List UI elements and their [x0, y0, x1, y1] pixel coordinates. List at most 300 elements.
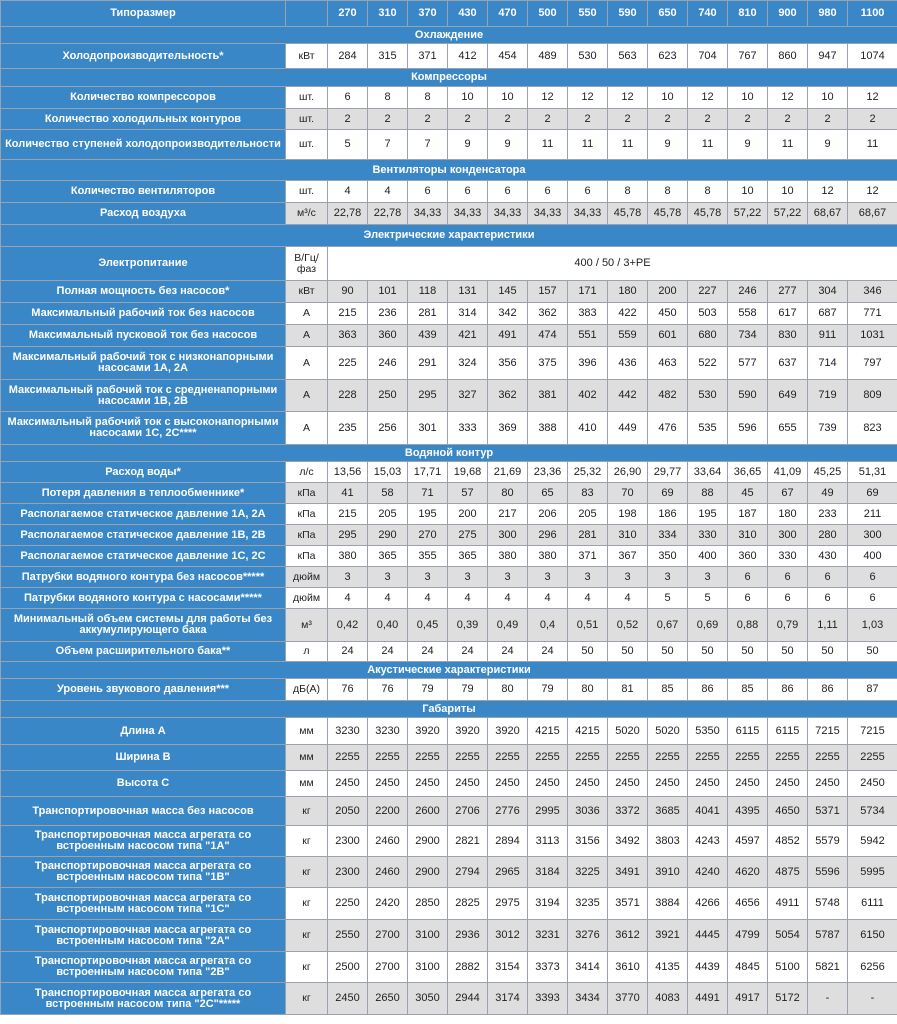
cell-value: 2 [688, 109, 728, 130]
cell-value: 6 [328, 87, 368, 109]
cell-value: 2255 [328, 745, 368, 771]
cell-value: 281 [568, 525, 608, 546]
cell-value: 50 [728, 642, 768, 662]
cell-value: 2460 [368, 857, 408, 888]
section-title: Водяной контур [1, 445, 897, 462]
cell-value: 860 [768, 44, 808, 69]
cell-value: 6 [848, 588, 897, 609]
section-header [1, 701, 897, 718]
cell-value: 246 [728, 281, 768, 303]
cell-value: 3920 [488, 718, 528, 745]
header-model-500: 500 [528, 1, 568, 27]
cell-value: 2965 [488, 857, 528, 888]
cell-value: 3921 [648, 920, 688, 952]
cell-value: 2944 [448, 983, 488, 1015]
header-model-590: 590 [608, 1, 648, 27]
cell-value: 463 [648, 347, 688, 380]
cell-value: 250 [368, 380, 408, 412]
cell-value: 76 [328, 679, 368, 701]
cell-value: 947 [808, 44, 848, 69]
table-row [1, 44, 897, 69]
cell-value: 315 [368, 44, 408, 69]
cell-value: 41,09 [768, 462, 808, 483]
row-unit: кг [286, 920, 328, 952]
table-row [1, 247, 897, 281]
cell-value: 227 [688, 281, 728, 303]
cell-value: 2255 [688, 745, 728, 771]
cell-value: 295 [408, 380, 448, 412]
cell-value: 333 [448, 412, 488, 445]
cell-value: 24 [408, 642, 448, 662]
table-row [1, 771, 897, 797]
row-label: Количество ступеней холодопроизводительности [1, 130, 286, 160]
row-label: Расход воздуха [1, 203, 286, 225]
cell-value: 2255 [608, 745, 648, 771]
cell-value: 8 [688, 181, 728, 203]
cell-value: 6 [768, 567, 808, 588]
section-header [1, 160, 897, 181]
cell-value: 449 [608, 412, 648, 445]
cell-value: 45 [728, 483, 768, 504]
cell-value: 2700 [368, 952, 408, 983]
row-unit: м³/с [286, 203, 328, 225]
cell-value: 7215 [848, 718, 897, 745]
table-row [1, 857, 897, 888]
cell-value: 522 [688, 347, 728, 380]
cell-value: 5748 [808, 888, 848, 920]
row-unit: кг [286, 983, 328, 1015]
header-row [1, 1, 897, 27]
cell-value: 21,69 [488, 462, 528, 483]
cell-value: 215 [328, 504, 368, 525]
cell-value: 45,78 [648, 203, 688, 225]
cell-value: 284 [328, 44, 368, 69]
cell-value: 80 [488, 679, 528, 701]
cell-value: 9 [728, 130, 768, 160]
cell-value: 2255 [568, 745, 608, 771]
row-label: Транспортировочная масса агрегата со встроенным насосом типа "2С"***** [1, 983, 286, 1015]
cell-value: 439 [408, 325, 448, 347]
cell-value: 12 [808, 181, 848, 203]
cell-value: 101 [368, 281, 408, 303]
cell-value: 482 [648, 380, 688, 412]
cell-value: 371 [568, 546, 608, 567]
cell-value: 551 [568, 325, 608, 347]
cell-value: 5 [648, 588, 688, 609]
cell-value: 3231 [528, 920, 568, 952]
cell-value: 2975 [488, 888, 528, 920]
cell-value: 4083 [648, 983, 688, 1015]
cell-value: 5942 [848, 826, 897, 857]
cell-value: 5787 [808, 920, 848, 952]
cell-value: 649 [768, 380, 808, 412]
table-row [1, 303, 897, 325]
cell-value: 3491 [608, 857, 648, 888]
cell-value: 739 [808, 412, 848, 445]
cell-value: 442 [608, 380, 648, 412]
merged-value: 400 / 50 / 3+PE [328, 247, 897, 281]
cell-value: 388 [528, 412, 568, 445]
row-label: Потеря давления в теплообменнике* [1, 483, 286, 504]
cell-value: 2 [848, 109, 897, 130]
header-model-310: 310 [368, 1, 408, 27]
cell-value: 797 [848, 347, 897, 380]
cell-value: 10 [768, 181, 808, 203]
cell-value: 450 [648, 303, 688, 325]
cell-value: 34,33 [448, 203, 488, 225]
cell-value: 9 [448, 130, 488, 160]
cell-value: 1,03 [848, 609, 897, 642]
table-row [1, 380, 897, 412]
section-title: Охлаждение [1, 27, 897, 44]
cell-value: 3 [368, 567, 408, 588]
cell-value: 2894 [488, 826, 528, 857]
cell-value: 9 [808, 130, 848, 160]
cell-value: 86 [688, 679, 728, 701]
row-unit: шт. [286, 87, 328, 109]
cell-value: 12 [608, 87, 648, 109]
row-unit: кг [286, 888, 328, 920]
cell-value: 5100 [768, 952, 808, 983]
cell-value: 350 [648, 546, 688, 567]
cell-value: 2776 [488, 797, 528, 826]
cell-value: 3276 [568, 920, 608, 952]
section-header [1, 445, 897, 462]
cell-value: 474 [528, 325, 568, 347]
cell-value: 88 [688, 483, 728, 504]
cell-value: 2 [808, 109, 848, 130]
row-label: Расход воды* [1, 462, 286, 483]
cell-value: 3393 [528, 983, 568, 1015]
row-unit: кг [286, 797, 328, 826]
cell-value: 200 [648, 281, 688, 303]
table-row [1, 983, 897, 1015]
cell-value: 10 [488, 87, 528, 109]
cell-value: 4620 [728, 857, 768, 888]
cell-value: 4243 [688, 826, 728, 857]
cell-value: 0,39 [448, 609, 488, 642]
cell-value: 4917 [728, 983, 768, 1015]
cell-value: 67 [768, 483, 808, 504]
cell-value: 9 [488, 130, 528, 160]
cell-value: 5172 [768, 983, 808, 1015]
row-unit: мм [286, 745, 328, 771]
cell-value: 2300 [328, 857, 368, 888]
cell-value: 4041 [688, 797, 728, 826]
cell-value: 2255 [488, 745, 528, 771]
cell-value: 381 [528, 380, 568, 412]
cell-value: 4 [328, 588, 368, 609]
cell-value: 277 [768, 281, 808, 303]
table-row [1, 109, 897, 130]
row-label: Максимальный рабочий ток с высоконапорными насосами 1С, 2С**** [1, 412, 286, 445]
cell-value: 375 [528, 347, 568, 380]
cell-value: 45,78 [688, 203, 728, 225]
cell-value: 2450 [408, 771, 448, 797]
header-model-370: 370 [408, 1, 448, 27]
row-label: Максимальный пусковой ток без насосов [1, 325, 286, 347]
cell-value: 623 [648, 44, 688, 69]
table-row [1, 347, 897, 380]
cell-value: 50 [688, 642, 728, 662]
row-unit: А [286, 412, 328, 445]
cell-value: 45,78 [608, 203, 648, 225]
cell-value: 4 [408, 588, 448, 609]
cell-value: 3770 [608, 983, 648, 1015]
cell-value: 2 [408, 109, 448, 130]
cell-value: 558 [728, 303, 768, 325]
cell-value: 3194 [528, 888, 568, 920]
cell-value: 412 [448, 44, 488, 69]
cell-value: 5995 [848, 857, 897, 888]
cell-value: 200 [448, 504, 488, 525]
cell-value: 2450 [648, 771, 688, 797]
cell-value: 34,33 [408, 203, 448, 225]
cell-value: 3113 [528, 826, 568, 857]
cell-value: 5350 [688, 718, 728, 745]
cell-value: 24 [448, 642, 488, 662]
table-row [1, 797, 897, 826]
cell-value: 704 [688, 44, 728, 69]
cell-value: 4 [328, 181, 368, 203]
cell-value: 3174 [488, 983, 528, 1015]
cell-value: 2420 [368, 888, 408, 920]
table-row [1, 87, 897, 109]
cell-value: 503 [688, 303, 728, 325]
cell-value: 2450 [768, 771, 808, 797]
cell-value: 50 [848, 642, 897, 662]
cell-value: 3492 [608, 826, 648, 857]
cell-value: 6 [528, 181, 568, 203]
table-row [1, 679, 897, 701]
cell-value: 23,36 [528, 462, 568, 483]
cell-value: 327 [448, 380, 488, 412]
cell-value: 369 [488, 412, 528, 445]
cell-value: 3100 [408, 952, 448, 983]
cell-value: 330 [688, 525, 728, 546]
cell-value: 187 [728, 504, 768, 525]
cell-value: 3 [568, 567, 608, 588]
cell-value: 270 [408, 525, 448, 546]
cell-value: 2200 [368, 797, 408, 826]
cell-value: 4 [488, 588, 528, 609]
row-label: Располагаемое статическое давление 1А, 2А [1, 504, 286, 525]
cell-value: 280 [808, 525, 848, 546]
cell-value: 235 [328, 412, 368, 445]
cell-value: 57,22 [728, 203, 768, 225]
cell-value: 3050 [408, 983, 448, 1015]
cell-value: 145 [488, 281, 528, 303]
cell-value: 590 [728, 380, 768, 412]
cell-value: 0,49 [488, 609, 528, 642]
cell-value: 5 [328, 130, 368, 160]
cell-value: 15,03 [368, 462, 408, 483]
cell-value: 2 [568, 109, 608, 130]
cell-value: 2255 [648, 745, 688, 771]
cell-value: 2 [448, 109, 488, 130]
cell-value: 0,79 [768, 609, 808, 642]
cell-value: 2250 [328, 888, 368, 920]
cell-value: 11 [768, 130, 808, 160]
cell-value: 50 [608, 642, 648, 662]
cell-value: 300 [848, 525, 897, 546]
cell-value: 41 [328, 483, 368, 504]
cell-value: 71 [408, 483, 448, 504]
cell-value: 360 [368, 325, 408, 347]
cell-value: 3100 [408, 920, 448, 952]
cell-value: 3910 [648, 857, 688, 888]
cell-value: 25,32 [568, 462, 608, 483]
cell-value: 296 [528, 525, 568, 546]
header-model-550: 550 [568, 1, 608, 27]
header-model-1100: 1100 [848, 1, 897, 27]
cell-value: 2 [528, 109, 568, 130]
cell-value: 2825 [448, 888, 488, 920]
cell-value: 34,33 [488, 203, 528, 225]
cell-value: 3571 [608, 888, 648, 920]
cell-value: 68,67 [808, 203, 848, 225]
cell-value: 3156 [568, 826, 608, 857]
cell-value: 719 [808, 380, 848, 412]
cell-value: 5734 [848, 797, 897, 826]
cell-value: 2450 [528, 771, 568, 797]
cell-value: 2255 [528, 745, 568, 771]
cell-value: 2650 [368, 983, 408, 1015]
cell-value: 367 [608, 546, 648, 567]
table-row [1, 504, 897, 525]
cell-value: 2 [608, 109, 648, 130]
cell-value: 4852 [768, 826, 808, 857]
cell-value: 10 [728, 87, 768, 109]
cell-value: 2700 [368, 920, 408, 952]
cell-value: 6256 [848, 952, 897, 983]
cell-value: 1,11 [808, 609, 848, 642]
cell-value: 3230 [368, 718, 408, 745]
cell-value: 4 [528, 588, 568, 609]
cell-value: 12 [848, 181, 897, 203]
cell-value: 157 [528, 281, 568, 303]
cell-value: 809 [848, 380, 897, 412]
row-unit: кПа [286, 525, 328, 546]
cell-value: 3 [408, 567, 448, 588]
cell-value: 8 [368, 87, 408, 109]
cell-value: 83 [568, 483, 608, 504]
cell-value: 9 [648, 130, 688, 160]
cell-value: 131 [448, 281, 488, 303]
cell-value: 2450 [488, 771, 528, 797]
section-header [1, 225, 897, 247]
cell-value: 0,42 [328, 609, 368, 642]
cell-value: 4656 [728, 888, 768, 920]
cell-value: 50 [768, 642, 808, 662]
cell-value: 0,45 [408, 609, 448, 642]
cell-value: 4215 [568, 718, 608, 745]
cell-value: 491 [488, 325, 528, 347]
cell-value: 6 [808, 588, 848, 609]
table-row [1, 920, 897, 952]
row-unit: кВт [286, 44, 328, 69]
table-row [1, 952, 897, 983]
cell-value: 8 [648, 181, 688, 203]
cell-value: 11 [848, 130, 897, 160]
cell-value: 8 [608, 181, 648, 203]
cell-value: 3 [648, 567, 688, 588]
cell-value: 205 [368, 504, 408, 525]
cell-value: 4 [448, 588, 488, 609]
cell-value: 4215 [528, 718, 568, 745]
cell-value: 6150 [848, 920, 897, 952]
cell-value: 11 [528, 130, 568, 160]
cell-value: 217 [488, 504, 528, 525]
row-label: Высота С [1, 771, 286, 797]
table-row [1, 203, 897, 225]
cell-value: 58 [368, 483, 408, 504]
table-row [1, 325, 897, 347]
header-model-270: 270 [328, 1, 368, 27]
cell-value: 3372 [608, 797, 648, 826]
cell-value: 6 [728, 588, 768, 609]
cell-value: 324 [448, 347, 488, 380]
cell-value: 655 [768, 412, 808, 445]
table-row [1, 281, 897, 303]
cell-value: 396 [568, 347, 608, 380]
cell-value: 601 [648, 325, 688, 347]
header-model-740: 740 [688, 1, 728, 27]
cell-value: 6 [408, 181, 448, 203]
cell-value: 180 [608, 281, 648, 303]
cell-value: 410 [568, 412, 608, 445]
cell-value: 2550 [328, 920, 368, 952]
cell-value: 24 [368, 642, 408, 662]
cell-value: 295 [328, 525, 368, 546]
cell-value: 596 [728, 412, 768, 445]
cell-value: 687 [808, 303, 848, 325]
table-row [1, 130, 897, 160]
cell-value: 3373 [528, 952, 568, 983]
cell-value: 12 [528, 87, 568, 109]
cell-value: 380 [528, 546, 568, 567]
cell-value: 11 [608, 130, 648, 160]
cell-value: 3920 [448, 718, 488, 745]
cell-value: 2 [368, 109, 408, 130]
cell-value: 3230 [328, 718, 368, 745]
cell-value: 2600 [408, 797, 448, 826]
cell-value: 118 [408, 281, 448, 303]
cell-value: 45,25 [808, 462, 848, 483]
cell-value: 50 [568, 642, 608, 662]
row-unit: дюйм [286, 567, 328, 588]
cell-value: 330 [768, 546, 808, 567]
cell-value: 4650 [768, 797, 808, 826]
cell-value: 33,64 [688, 462, 728, 483]
row-unit: А [286, 380, 328, 412]
cell-value: 180 [768, 504, 808, 525]
header-model-900: 900 [768, 1, 808, 27]
row-label: Патрубки водяного контура с насосами***** [1, 588, 286, 609]
cell-value: 86 [768, 679, 808, 701]
cell-value: 767 [728, 44, 768, 69]
cell-value: 301 [408, 412, 448, 445]
cell-value: 10 [728, 181, 768, 203]
cell-value: 4491 [688, 983, 728, 1015]
cell-value: 291 [408, 347, 448, 380]
cell-value: 10 [648, 87, 688, 109]
cell-value: 400 [688, 546, 728, 567]
cell-value: 3184 [528, 857, 568, 888]
cell-value: 0,67 [648, 609, 688, 642]
cell-value: 355 [408, 546, 448, 567]
cell-value: 310 [728, 525, 768, 546]
